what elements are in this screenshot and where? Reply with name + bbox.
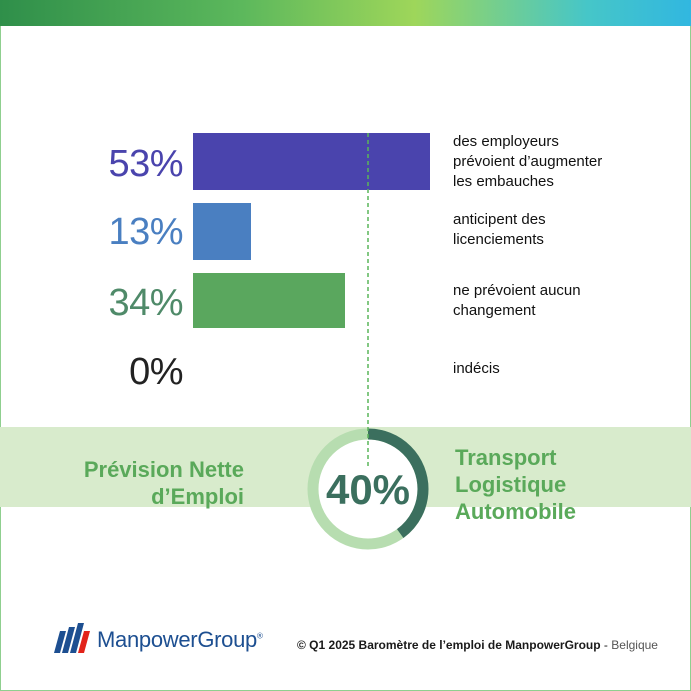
description-line: indécis	[453, 360, 500, 377]
brand-name: ManpowerGroup	[97, 627, 257, 652]
description-line: des employeurs	[453, 133, 559, 150]
footer-copyright: © Q1 2025 Baromètre de l’emploi de ManpowerGroup	[297, 638, 601, 652]
footer-country: Belgique	[611, 638, 658, 652]
manpowergroup-logo-text	[97, 627, 263, 653]
value-label-decrease: 13%	[108, 211, 183, 253]
description-line: anticipent des	[453, 211, 546, 228]
footer-credit	[297, 638, 658, 652]
description-line: changement	[453, 302, 536, 319]
description-line: licenciements	[453, 231, 544, 248]
net-forecast-label-line: Prévision Nette	[83, 457, 244, 482]
registered-mark: ®	[256, 631, 263, 641]
footer-separator: -	[600, 638, 612, 652]
value-label-no-change: 34%	[108, 282, 183, 324]
manpowergroup-logo-icon	[50, 623, 94, 653]
value-label-undecided: 0%	[129, 351, 183, 393]
description-line: les embauches	[453, 173, 554, 190]
sector-item: Logistique	[455, 472, 567, 497]
description-line: ne prévoient aucun	[453, 282, 581, 299]
sector-item: Transport	[455, 445, 557, 470]
net-forecast-label-line: d’Emploi	[151, 484, 244, 509]
description-line: prévoient d’augmenter	[453, 153, 603, 170]
value-label-increase: 53%	[108, 143, 183, 185]
sector-item: Automobile	[455, 499, 576, 524]
net-forecast-value: 40%	[325, 466, 411, 513]
